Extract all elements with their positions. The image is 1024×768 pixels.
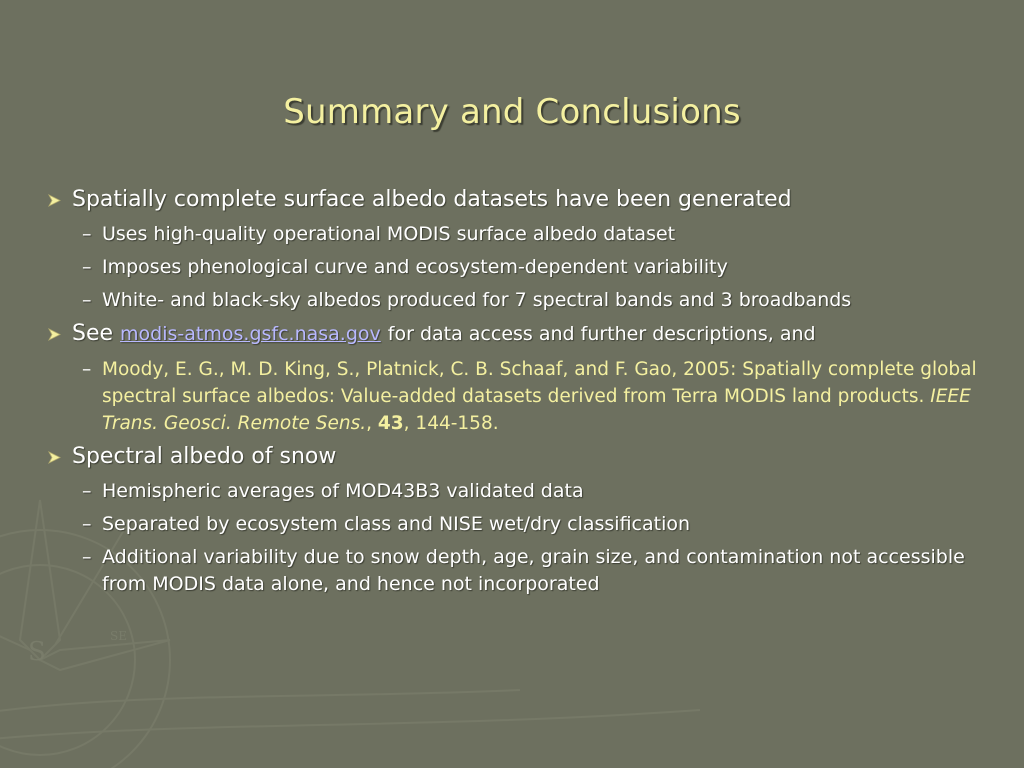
see-prefix-text: See <box>72 321 114 346</box>
svg-text:S: S <box>28 637 46 667</box>
svg-text:SE: SE <box>110 629 127 643</box>
sub-bullet-item <box>46 478 986 505</box>
dash-bullet-icon: – <box>82 256 92 278</box>
dash-bullet-icon: – <box>82 223 92 245</box>
sub-bullet-text: Separated by ecosystem class and NISE wet/dry classification <box>102 513 691 535</box>
bullet-text: Spectral albedo of snow <box>72 444 337 469</box>
sub-bullet-text: Uses high-quality operational MODIS surface albedo dataset <box>102 223 676 245</box>
bullet-list <box>46 184 986 598</box>
bullet-item-snow-albedo <box>46 441 986 472</box>
dash-bullet-icon: – <box>82 513 92 535</box>
dash-bullet-icon: – <box>82 289 92 311</box>
modis-atmos-link[interactable]: modis-atmos.gsfc.nasa.gov <box>120 323 381 345</box>
sub-bullet-text: White- and black-sky albedos produced for 7 spectral bands and 3 broadbands <box>102 289 852 311</box>
sub-bullet-text: Hemispheric averages of MOD43B3 validated data <box>102 480 584 502</box>
arrow-bullet-icon <box>48 328 61 341</box>
sub-bullet-item <box>46 544 986 598</box>
bullet-item-see-link <box>46 318 986 350</box>
reference-pages: 144-158. <box>415 413 499 434</box>
see-suffix-text: for data access and further descriptions, and <box>387 323 816 345</box>
reference-authors: Moody, E. G., M. D. King, S., Platnick, C. B. Schaaf, and F. Gao, 2005: Spatially complete global spectral surface albedos: Value-added datasets derived from Terra MODIS land products. <box>102 359 977 407</box>
dash-bullet-icon: – <box>82 359 92 380</box>
sub-bullet-item <box>46 511 986 538</box>
sub-bullet-text: Imposes phenological curve and ecosystem-dependent variability <box>102 256 728 278</box>
slide-title: Summary and Conclusions <box>283 92 741 132</box>
reference-volume: 43 <box>377 413 404 434</box>
arrow-bullet-icon <box>48 451 61 464</box>
reference-citation: – Moody, E. G., M. D. King, S., Platnick, C. B. Schaaf, and F. Gao, 2005: Spatially complete global spectral surface albedos: Value-added datasets derived from Terra MODIS land products. IEEE Trans. Geosci. Remote Sens., 43, 144-158. <box>46 356 986 437</box>
sub-bullet-item <box>46 287 986 314</box>
reference-journal: IEEE Trans. Geosci. Remote Sens. <box>102 386 971 434</box>
sub-bullet-text: Additional variability due to snow depth, age, grain size, and contamination not accessible from MODIS data alone, and hence not incorporated <box>102 546 965 595</box>
dash-bullet-icon: – <box>82 546 92 568</box>
bullet-item-datasets-generated <box>46 184 986 215</box>
arrow-bullet-icon <box>48 194 61 207</box>
bullet-text: Spatially complete surface albedo datasets have been generated <box>72 187 792 212</box>
sub-bullet-item <box>46 254 986 281</box>
dash-bullet-icon: – <box>82 480 92 502</box>
sub-bullet-item <box>46 221 986 248</box>
